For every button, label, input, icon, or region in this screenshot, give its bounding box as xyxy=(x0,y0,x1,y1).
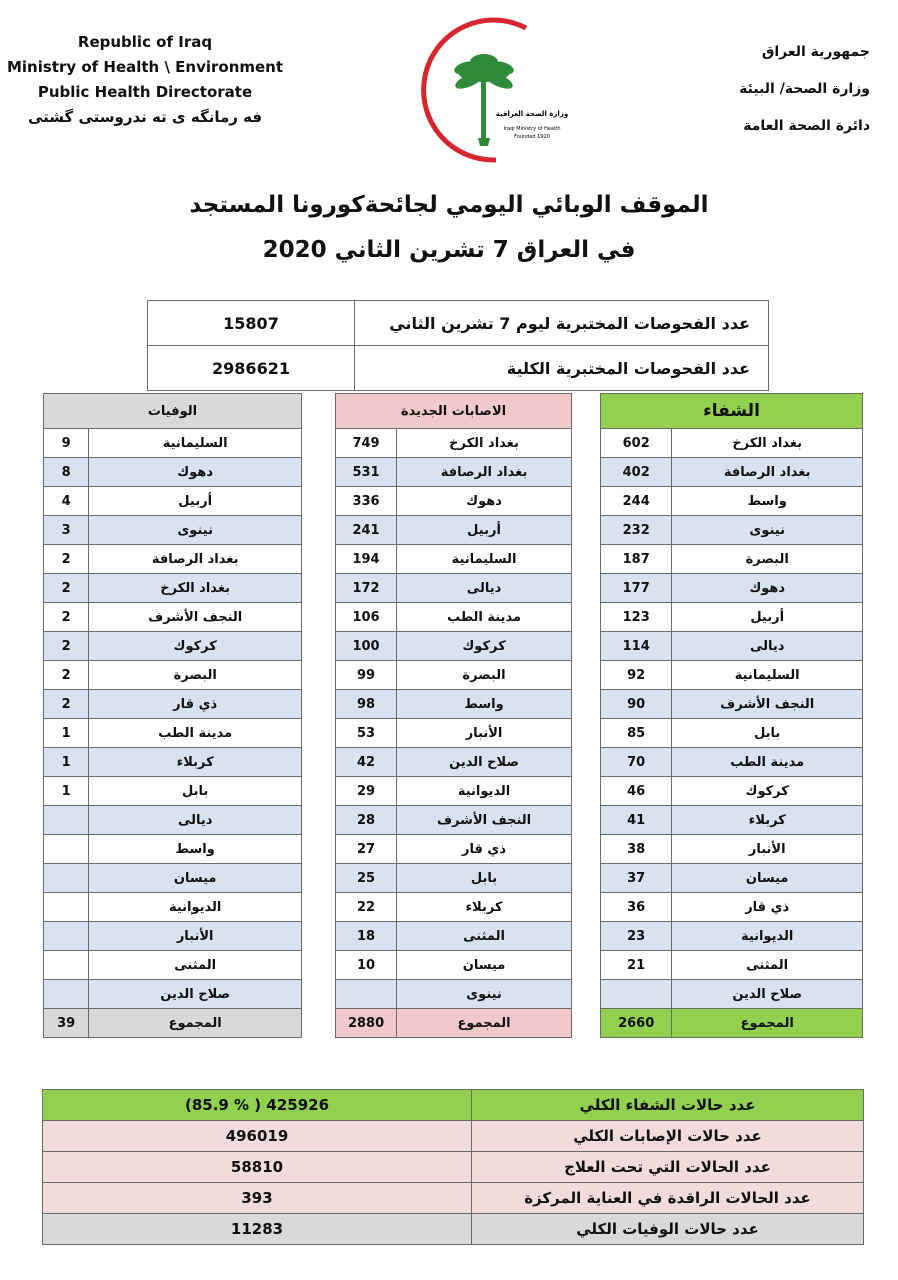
row-province: دهوك xyxy=(672,574,863,603)
table-row xyxy=(601,922,863,951)
summary-recovered-value: (85.9 % ) 425926 xyxy=(43,1090,472,1121)
summary-under-treatment-value: 58810 xyxy=(43,1152,472,1183)
summary-recovered-label: عدد حالات الشفاء الكلي xyxy=(472,1090,864,1121)
row-province: النجف الأشرف xyxy=(672,690,863,719)
tests-table xyxy=(147,300,769,391)
table-row xyxy=(336,429,572,458)
recovered-total-label: المجموع xyxy=(672,1009,863,1038)
table-row xyxy=(44,545,302,574)
table-row xyxy=(44,893,302,922)
row-value xyxy=(44,980,89,1009)
table-row xyxy=(336,922,572,951)
row-province: بغداد الرصافة xyxy=(89,545,302,574)
row-value: 1 xyxy=(44,719,89,748)
table-row xyxy=(336,748,572,777)
row-province: بغداد الرصافة xyxy=(397,458,572,487)
table-row xyxy=(44,429,302,458)
table-row xyxy=(601,864,863,893)
table-row xyxy=(601,516,863,545)
table-row xyxy=(601,719,863,748)
row-province: مدينة الطب xyxy=(672,748,863,777)
row-value: 2 xyxy=(44,574,89,603)
report-title: الموقف الوبائي اليومي لجائحةكورونا المستجد xyxy=(189,192,709,218)
row-value: 90 xyxy=(601,690,672,719)
row-province: بغداد الرصافة xyxy=(672,458,863,487)
row-value: 28 xyxy=(336,806,397,835)
table-row xyxy=(601,690,863,719)
row-province: النجف الأشرف xyxy=(397,806,572,835)
table-row xyxy=(336,719,572,748)
row-value: 9 xyxy=(44,429,89,458)
row-province: بابل xyxy=(89,777,302,806)
table-row xyxy=(336,864,572,893)
table-row xyxy=(44,777,302,806)
tests-daily-label: عدد الفحوصات المختبرية ليوم 7 تشرين الثاني xyxy=(355,301,769,346)
row-province: كركوك xyxy=(397,632,572,661)
row-province: كربلاء xyxy=(89,748,302,777)
row-province: بغداد الكرخ xyxy=(397,429,572,458)
row-value: 27 xyxy=(336,835,397,864)
logo-founded-text: Founded 1920 xyxy=(514,134,550,140)
deaths-total-value: 39 xyxy=(44,1009,89,1038)
row-value: 41 xyxy=(601,806,672,835)
row-value: 1 xyxy=(44,777,89,806)
row-value xyxy=(601,980,672,1009)
tests-daily-row xyxy=(148,301,769,346)
row-value: 46 xyxy=(601,777,672,806)
row-value: 100 xyxy=(336,632,397,661)
row-province: الأنبار xyxy=(672,835,863,864)
tests-total-label: عدد الفحوصات المختبرية الكلية xyxy=(355,346,769,391)
table-row xyxy=(601,951,863,980)
row-province: كركوك xyxy=(672,777,863,806)
row-value: 4 xyxy=(44,487,89,516)
row-province: كربلاء xyxy=(672,806,863,835)
row-value: 2 xyxy=(44,690,89,719)
table-row xyxy=(601,806,863,835)
table-row xyxy=(601,748,863,777)
row-province: بابل xyxy=(672,719,863,748)
row-province: الديوانية xyxy=(397,777,572,806)
row-value: 2 xyxy=(44,632,89,661)
table-row xyxy=(44,458,302,487)
row-value: 98 xyxy=(336,690,397,719)
row-value: 232 xyxy=(601,516,672,545)
row-value xyxy=(44,893,89,922)
row-province: السليمانية xyxy=(672,661,863,690)
table-row xyxy=(336,951,572,980)
row-province: الأنبار xyxy=(89,922,302,951)
summary-cases-label: عدد حالات الإصابات الكلي xyxy=(472,1121,864,1152)
row-value xyxy=(44,922,89,951)
table-row xyxy=(44,835,302,864)
table-row xyxy=(44,806,302,835)
deaths-total-row xyxy=(44,1009,302,1038)
header-ar-line-2: وزارة الصحة/ البيئة xyxy=(739,81,870,97)
recovered-total-row xyxy=(601,1009,863,1038)
table-row xyxy=(336,980,572,1009)
ministry-logo xyxy=(408,14,568,164)
row-province: بغداد الكرخ xyxy=(672,429,863,458)
row-value: 2 xyxy=(44,545,89,574)
row-province: نينوى xyxy=(672,516,863,545)
row-value: 172 xyxy=(336,574,397,603)
row-province: ذي قار xyxy=(89,690,302,719)
row-province: ميسان xyxy=(89,864,302,893)
summary-row-cases xyxy=(43,1121,864,1152)
row-value: 123 xyxy=(601,603,672,632)
table-row xyxy=(44,719,302,748)
deaths-rows xyxy=(44,429,302,1009)
row-value: 749 xyxy=(336,429,397,458)
row-province: الأنبار xyxy=(397,719,572,748)
row-province: دهوك xyxy=(397,487,572,516)
row-value: 25 xyxy=(336,864,397,893)
table-row xyxy=(601,429,863,458)
row-province: المثنى xyxy=(397,922,572,951)
table-row xyxy=(336,690,572,719)
header-en-line-1: Republic of Iraq xyxy=(77,33,213,51)
row-province: الديوانية xyxy=(89,893,302,922)
summary-deaths-label: عدد حالات الوفيات الكلي xyxy=(472,1214,864,1245)
row-value: 531 xyxy=(336,458,397,487)
table-row xyxy=(44,632,302,661)
table-row xyxy=(44,516,302,545)
new-cases-table xyxy=(335,393,572,1038)
row-value: 336 xyxy=(336,487,397,516)
row-value: 8 xyxy=(44,458,89,487)
summary-cases-value: 496019 xyxy=(43,1121,472,1152)
row-province: البصرة xyxy=(672,545,863,574)
row-value: 2 xyxy=(44,603,89,632)
row-value: 602 xyxy=(601,429,672,458)
table-row xyxy=(601,980,863,1009)
row-value: 187 xyxy=(601,545,672,574)
row-value: 53 xyxy=(336,719,397,748)
row-value xyxy=(44,806,89,835)
row-province: كركوك xyxy=(89,632,302,661)
table-row xyxy=(336,777,572,806)
row-value: 42 xyxy=(336,748,397,777)
row-value: 3 xyxy=(44,516,89,545)
recovered-total-value: 2660 xyxy=(601,1009,672,1038)
row-value: 194 xyxy=(336,545,397,574)
palm-tree-icon xyxy=(408,14,568,164)
summary-row-recovered xyxy=(43,1090,864,1121)
row-value: 23 xyxy=(601,922,672,951)
row-province: ذي قار xyxy=(397,835,572,864)
row-province: النجف الأشرف xyxy=(89,603,302,632)
new-cases-total-label: المجموع xyxy=(397,1009,572,1038)
summary-row-under-treatment xyxy=(43,1152,864,1183)
table-row xyxy=(44,661,302,690)
table-row xyxy=(601,487,863,516)
row-province: صلاح الدين xyxy=(672,980,863,1009)
summary-table xyxy=(42,1089,864,1245)
row-province: ميسان xyxy=(397,951,572,980)
row-province: كربلاء xyxy=(397,893,572,922)
table-row xyxy=(601,661,863,690)
row-value: 37 xyxy=(601,864,672,893)
row-province: واسط xyxy=(672,487,863,516)
table-row xyxy=(336,806,572,835)
header-english xyxy=(0,30,290,130)
summary-row-icu xyxy=(43,1183,864,1214)
table-row xyxy=(44,980,302,1009)
row-province: واسط xyxy=(89,835,302,864)
deaths-header: الوفيات xyxy=(44,394,302,429)
row-province: نينوى xyxy=(89,516,302,545)
row-province: صلاح الدين xyxy=(397,748,572,777)
row-value: 18 xyxy=(336,922,397,951)
table-row xyxy=(44,603,302,632)
table-row xyxy=(44,487,302,516)
header-ar-line-3: دائرة الصحة العامة xyxy=(743,118,870,134)
table-row xyxy=(44,864,302,893)
deaths-table xyxy=(43,393,302,1038)
recovered-table xyxy=(600,393,863,1038)
table-row xyxy=(601,632,863,661)
table-row xyxy=(44,951,302,980)
table-row xyxy=(336,603,572,632)
row-value: 244 xyxy=(601,487,672,516)
row-province: ديالى xyxy=(672,632,863,661)
row-value: 10 xyxy=(336,951,397,980)
row-province: ميسان xyxy=(672,864,863,893)
row-province: البصرة xyxy=(89,661,302,690)
row-value xyxy=(336,980,397,1009)
row-province: مدينة الطب xyxy=(397,603,572,632)
table-row xyxy=(336,893,572,922)
row-province: أربيل xyxy=(672,603,863,632)
row-value xyxy=(44,864,89,893)
row-value: 22 xyxy=(336,893,397,922)
row-province: أربيل xyxy=(397,516,572,545)
new-cases-total-value: 2880 xyxy=(336,1009,397,1038)
row-value: 106 xyxy=(336,603,397,632)
row-province: المثنى xyxy=(672,951,863,980)
deaths-total-label: المجموع xyxy=(89,1009,302,1038)
recovered-header: الشفاء xyxy=(601,394,863,429)
row-value xyxy=(44,835,89,864)
row-province: ديالى xyxy=(89,806,302,835)
row-value: 92 xyxy=(601,661,672,690)
row-value: 36 xyxy=(601,893,672,922)
summary-icu-label: عدد الحالات الراقدة في العناية المركزة xyxy=(472,1183,864,1214)
row-province: واسط xyxy=(397,690,572,719)
row-province: السليمانية xyxy=(89,429,302,458)
row-value: 38 xyxy=(601,835,672,864)
table-row xyxy=(601,777,863,806)
table-row xyxy=(336,574,572,603)
table-row xyxy=(336,458,572,487)
row-value: 241 xyxy=(336,516,397,545)
recovered-rows xyxy=(601,429,863,1009)
summary-row-deaths xyxy=(43,1214,864,1245)
tests-total-row xyxy=(148,346,769,391)
row-value: 177 xyxy=(601,574,672,603)
header-en-line-2: Ministry of Health \ Environment xyxy=(6,58,284,76)
row-value: 29 xyxy=(336,777,397,806)
table-row xyxy=(44,748,302,777)
table-row xyxy=(44,574,302,603)
row-province: السليمانية xyxy=(397,545,572,574)
table-row xyxy=(336,545,572,574)
row-value: 402 xyxy=(601,458,672,487)
new-cases-rows xyxy=(336,429,572,1009)
report-subtitle: في العراق 7 تشرين الثاني 2020 xyxy=(262,237,636,263)
row-province: نينوى xyxy=(397,980,572,1009)
row-province: الديوانية xyxy=(672,922,863,951)
table-row xyxy=(336,487,572,516)
row-value: 2 xyxy=(44,661,89,690)
table-row xyxy=(44,922,302,951)
table-row xyxy=(601,893,863,922)
row-province: بغداد الكرخ xyxy=(89,574,302,603)
row-value: 70 xyxy=(601,748,672,777)
table-row xyxy=(336,632,572,661)
table-row xyxy=(336,835,572,864)
table-row xyxy=(601,574,863,603)
row-province: أربيل xyxy=(89,487,302,516)
row-value xyxy=(44,951,89,980)
row-value: 21 xyxy=(601,951,672,980)
table-row xyxy=(601,545,863,574)
row-province: بابل xyxy=(397,864,572,893)
row-province: المثنى xyxy=(89,951,302,980)
row-value: 114 xyxy=(601,632,672,661)
row-value: 85 xyxy=(601,719,672,748)
summary-deaths-value: 11283 xyxy=(43,1214,472,1245)
logo-arabic-text: وزارة الصحة العراقية xyxy=(495,110,568,118)
table-row xyxy=(336,516,572,545)
table-row xyxy=(601,458,863,487)
row-province: دهوك xyxy=(89,458,302,487)
table-row xyxy=(336,661,572,690)
header-en-line-3: Public Health Directorate xyxy=(37,83,253,101)
row-province: ذي قار xyxy=(672,893,863,922)
header-kurdish-line: فه رمانگه ى ته ندروستى گشتى xyxy=(27,108,263,126)
header-ar-line-1: جمهورية العراق xyxy=(761,44,870,60)
new-cases-header: الاصابات الجديدة xyxy=(336,394,572,429)
row-province: مدينة الطب xyxy=(89,719,302,748)
tests-daily-value: 15807 xyxy=(148,301,355,346)
row-value: 99 xyxy=(336,661,397,690)
row-value: 1 xyxy=(44,748,89,777)
row-province: البصرة xyxy=(397,661,572,690)
table-row xyxy=(44,690,302,719)
row-province: ديالى xyxy=(397,574,572,603)
logo-english-text: Iraqi Ministry of Health xyxy=(503,126,561,132)
header-arabic xyxy=(670,34,870,145)
row-province: صلاح الدين xyxy=(89,980,302,1009)
tests-total-value: 2986621 xyxy=(148,346,355,391)
table-row xyxy=(601,603,863,632)
summary-icu-value: 393 xyxy=(43,1183,472,1214)
new-cases-total-row xyxy=(336,1009,572,1038)
table-row xyxy=(601,835,863,864)
summary-under-treatment-label: عدد الحالات التي تحت العلاج xyxy=(472,1152,864,1183)
